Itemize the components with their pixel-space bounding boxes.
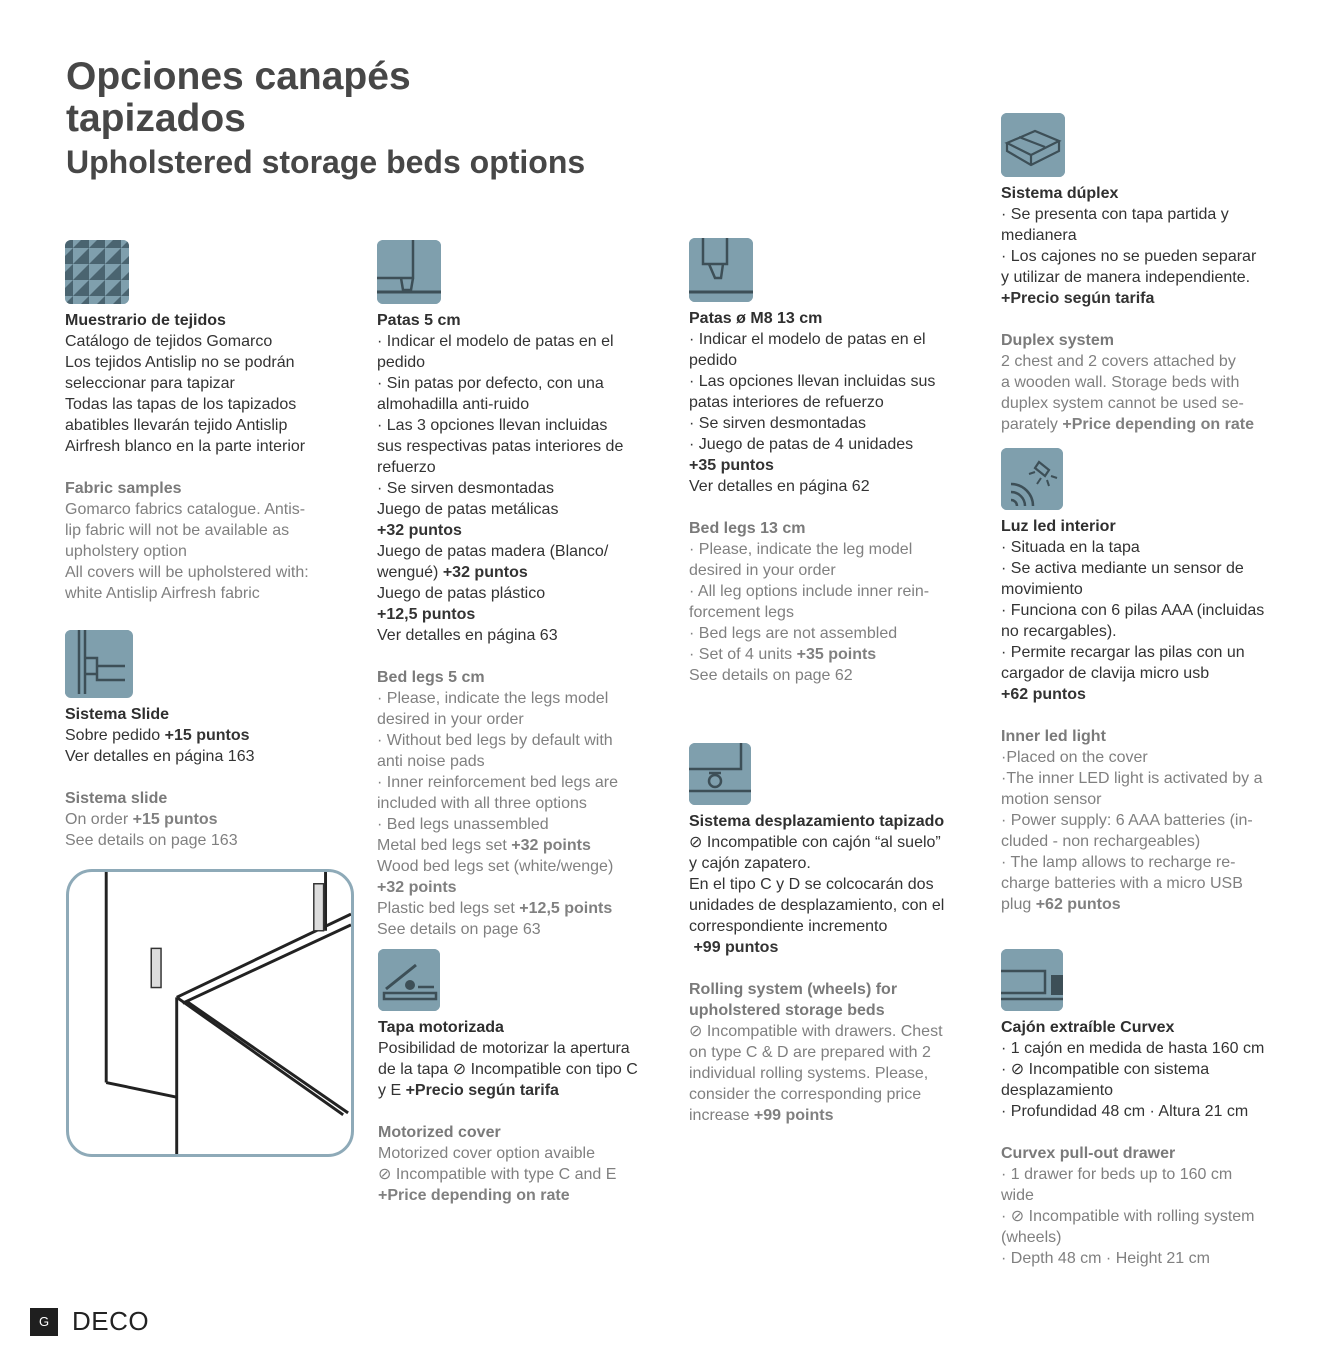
rolling-line-en: individual rolling systems. Please,: [689, 1065, 929, 1082]
tapa-line-en: Motorized cover option avaible: [378, 1145, 596, 1162]
curvex-line-en: · 1 drawer for beds up to 160 cm: [1001, 1166, 1233, 1183]
curvex-line-en: wide: [1001, 1187, 1034, 1204]
led-line: · Funciona con 6 pilas AAA (incluidas: [1001, 602, 1265, 619]
duplex-box-icon: [1001, 113, 1065, 177]
wheel-rolling-icon: [689, 743, 751, 805]
legs13-line: patas interiores de refuerzo: [689, 394, 884, 411]
legs5-line-en: anti noise pads: [377, 753, 485, 770]
slide-details-en: See details on page 163: [65, 832, 238, 849]
legs13-price: +35 puntos: [689, 457, 774, 474]
rolling-line: unidades de desplazamiento, con el: [689, 897, 945, 914]
fabric-samples-section: [65, 240, 355, 604]
tapa-line: de la tapa ⊘ Incompatible con tipo C: [378, 1061, 638, 1078]
legs13-line-en: · Please, indicate the leg model: [689, 541, 913, 558]
legs5-details-en: See details on page 63: [377, 921, 541, 938]
legs5-line: refuerzo: [377, 459, 436, 476]
bed-leg-5cm-icon: [377, 240, 441, 304]
tapa-title-es: Tapa motorizada: [378, 1019, 504, 1036]
rolling-title-en: Rolling system (wheels) for: [689, 981, 898, 998]
curvex-line: desplazamiento: [1001, 1082, 1114, 1099]
legs13-line: · Se sirven desmontadas: [689, 415, 866, 432]
curvex-line-en: · ⊘ Incompatible with rolling system: [1001, 1208, 1255, 1225]
curvex-line: · ⊘ Incompatible con sistema: [1001, 1061, 1210, 1078]
slide-title-en: Sistema slide: [65, 790, 168, 807]
legs5-line: Juego de patas plástico: [377, 585, 546, 602]
curvex-title-en: Curvex pull-out drawer: [1001, 1145, 1176, 1162]
led-price-en: plug +62 puntos: [1001, 896, 1121, 913]
motorized-cover-section: [378, 949, 668, 1206]
legs5-line-en: · Inner reinforcement bed legs are: [377, 774, 619, 791]
houndstooth-fabric-icon: [65, 240, 129, 304]
legs13-line-en: forcement legs: [689, 604, 794, 621]
legs13-title-es: Patas ø M8 13 cm: [689, 310, 823, 327]
brand-logo: G: [30, 1308, 58, 1336]
legs5-title-es: Patas 5 cm: [377, 312, 461, 329]
rolling-line-en: ⊘ Incompatible with drawers. Chest: [689, 1023, 943, 1040]
slide-title-es: Sistema Slide: [65, 706, 170, 723]
duplex-title-en: Duplex system: [1001, 332, 1114, 349]
rolling-line: correspondiente incremento: [689, 918, 888, 935]
led-price: +62 puntos: [1001, 686, 1086, 703]
rolling-line-en: on type C & D are prepared with 2: [689, 1044, 931, 1061]
legs13-line-en: desired in your order: [689, 562, 836, 579]
legs5-line-en: · Please, indicate the legs model: [377, 690, 609, 707]
slide-system-section: [65, 630, 355, 851]
led-line: cargador de clavija micro usb: [1001, 665, 1210, 682]
tapa-line: Posibilidad de motorizar la apertura: [378, 1040, 630, 1057]
rolling-price: +99 puntos: [689, 939, 779, 956]
page-title: Opciones canapés tapizados: [66, 55, 411, 140]
duplex-price: +Precio según tarifa: [1001, 290, 1155, 307]
duplex-system-section: [1001, 113, 1301, 435]
header: [66, 56, 585, 182]
legs5-metal-en: Metal bed legs set +32 points: [377, 837, 591, 854]
tapa-title-en: Motorized cover: [378, 1124, 501, 1141]
legs5-line-en: · Without bed legs by default with: [377, 732, 613, 749]
pull-out-drawer-icon: [1001, 949, 1063, 1011]
curvex-title-es: Cajón extraíble Curvex: [1001, 1019, 1175, 1036]
curvex-drawer-section: [1001, 949, 1301, 1269]
legs13-details-en: See details on page 62: [689, 667, 853, 684]
slide-system-photo: [66, 869, 354, 1157]
led-line-en: · Power supply: 6 AAA batteries (in-: [1001, 812, 1253, 829]
tapa-line-en: ⊘ Incompatible with type C and E: [378, 1166, 617, 1183]
legs13-line: pedido: [689, 352, 738, 369]
legs5-wood-price-en: +32 points: [377, 879, 457, 896]
fabric-line: Catálogo de tejidos Gomarco: [65, 333, 273, 350]
led-line-en: cluded - non rechargeables): [1001, 833, 1201, 850]
legs5-line-en: desired in your order: [377, 711, 524, 728]
led-line: movimiento: [1001, 581, 1083, 598]
curvex-line-en: · Depth 48 cm · Height 21 cm: [1001, 1250, 1210, 1267]
slide-line-en: On order +15 puntos: [65, 811, 218, 828]
led-line: · Permite recargar las pilas con un: [1001, 644, 1245, 661]
curvex-line-en: (wheels): [1001, 1229, 1062, 1246]
slide-system-icon: [65, 630, 133, 698]
led-light-section: [1001, 448, 1301, 915]
slide-line: Sobre pedido +15 puntos: [65, 727, 250, 744]
legs5-line: · Indicar el modelo de patas en el: [377, 333, 614, 350]
legs5-line: Juego de patas metálicas: [377, 501, 559, 518]
legs5-line-en: · Bed legs unassembled: [377, 816, 549, 833]
led-line: · Se activa mediante un sensor de: [1001, 560, 1244, 577]
footer: [30, 1306, 149, 1337]
duplex-title-es: Sistema dúplex: [1001, 185, 1119, 202]
duplex-line: y utilizar de manera independiente.: [1001, 269, 1251, 286]
led-line-en: motion sensor: [1001, 791, 1102, 808]
led-line-en: charge batteries with a micro USB: [1001, 875, 1243, 892]
legs5-line: Juego de patas madera (Blanco/: [377, 543, 609, 560]
led-title-es: Luz led interior: [1001, 518, 1116, 535]
legs13-line-en: · Bed legs are not assembled: [689, 625, 898, 642]
fabric-line-en: upholstery option: [65, 543, 187, 560]
rolling-line: En el tipo C y D se colcocarán dos: [689, 876, 934, 893]
legs13-details: Ver detalles en página 62: [689, 478, 870, 495]
rolling-line: y cajón zapatero.: [689, 855, 811, 872]
brand-name: DECO: [72, 1306, 150, 1336]
bed-legs-5cm-section: [377, 240, 667, 940]
fabric-title-en: Fabric samples: [65, 480, 182, 497]
motorized-cover-icon: [378, 949, 440, 1011]
fabric-line-en: white Antislip Airfresh fabric: [65, 585, 260, 602]
fabric-line-en: All covers will be upholstered with:: [65, 564, 309, 581]
legs13-line: · Juego de patas de 4 unidades: [689, 436, 914, 453]
duplex-line: medianera: [1001, 227, 1077, 244]
legs5-wood: wengué) +32 puntos: [377, 564, 528, 581]
legs5-line: pedido: [377, 354, 426, 371]
duplex-line-en: a wooden wall. Storage beds with: [1001, 374, 1240, 391]
fabric-line: Los tejidos Antislip no se podrán: [65, 354, 295, 371]
tapa-price-en: +Price depending on rate: [378, 1187, 570, 1204]
rolling-system-section: [689, 743, 979, 1126]
tapa-price: y E +Precio según tarifa: [378, 1082, 559, 1099]
duplex-line: · Se presenta con tapa partida y: [1001, 206, 1229, 223]
led-line-en: ·Placed on the cover: [1001, 749, 1148, 766]
legs13-set-en: · Set of 4 units +35 points: [689, 646, 877, 663]
duplex-price-en: parately +Price depending on rate: [1001, 416, 1254, 433]
legs13-line: · Indicar el modelo de patas en el: [689, 331, 926, 348]
rolling-line: ⊘ Incompatible con cajón “al suelo”: [689, 834, 941, 851]
fabric-title-es: Muestrario de tejidos: [65, 312, 226, 329]
legs5-details: Ver detalles en página 63: [377, 627, 558, 644]
fabric-line-en: Gomarco fabrics catalogue. Antis-: [65, 501, 306, 518]
rolling-line-en: consider the corresponding price: [689, 1086, 922, 1103]
legs5-line: sus respectivas patas interiores de: [377, 438, 624, 455]
slide-details: Ver detalles en página 163: [65, 748, 255, 765]
bed-legs-13cm-section: [689, 238, 979, 686]
legs5-line-en: included with all three options: [377, 795, 587, 812]
fabric-line: Airfresh blanco en la parte interior: [65, 438, 306, 455]
legs13-line-en: · All leg options include inner rein-: [689, 583, 930, 600]
led-line: · Situada en la tapa: [1001, 539, 1140, 556]
led-light-sensor-icon: [1001, 448, 1063, 510]
curvex-line: · 1 cajón en medida de hasta 160 cm: [1001, 1040, 1265, 1057]
legs13-title-en: Bed legs 13 cm: [689, 520, 806, 537]
legs5-line: · Las 3 opciones llevan incluidas: [377, 417, 608, 434]
led-line-en: · The lamp allows to recharge re-: [1001, 854, 1236, 871]
curvex-line: · Profundidad 48 cm · Altura 21 cm: [1001, 1103, 1249, 1120]
fabric-line: Todas las tapas de los tapizados: [65, 396, 297, 413]
page-subtitle: Upholstered storage beds options: [66, 144, 586, 180]
fabric-line: seleccionar para tapizar: [65, 375, 235, 392]
legs5-line: · Se sirven desmontadas: [377, 480, 554, 497]
led-line-en: ·The inner LED light is activated by a: [1001, 770, 1263, 787]
legs5-line: · Sin patas por defecto, con una: [377, 375, 604, 392]
rolling-price-en: increase +99 points: [689, 1107, 834, 1124]
legs5-title-en: Bed legs 5 cm: [377, 669, 485, 686]
legs5-plastic-price: +12,5 puntos: [377, 606, 476, 623]
legs5-line: almohadilla anti-ruido: [377, 396, 530, 413]
duplex-line-en: 2 chest and 2 covers attached by: [1001, 353, 1236, 370]
bed-leg-13cm-icon: [689, 238, 753, 302]
legs13-line: · Las opciones llevan incluidas sus: [689, 373, 936, 390]
duplex-line: · Los cajones no se pueden separar: [1001, 248, 1257, 265]
rolling-title-es: Sistema desplazamiento tapizado: [689, 813, 945, 830]
rolling-title-en: upholstered storage beds: [689, 1002, 885, 1019]
legs5-metal-price: +32 puntos: [377, 522, 462, 539]
duplex-line-en: duplex system cannot be used se-: [1001, 395, 1244, 412]
legs5-line-en: Wood bed legs set (white/wenge): [377, 858, 614, 875]
led-title-en: Inner led light: [1001, 728, 1106, 745]
legs5-plastic-en: Plastic bed legs set +12,5 points: [377, 900, 613, 917]
fabric-line-en: lip fabric will not be available as: [65, 522, 290, 539]
led-line: no recargables).: [1001, 623, 1117, 640]
fabric-line: abatibles llevarán tejido Antislip: [65, 417, 288, 434]
